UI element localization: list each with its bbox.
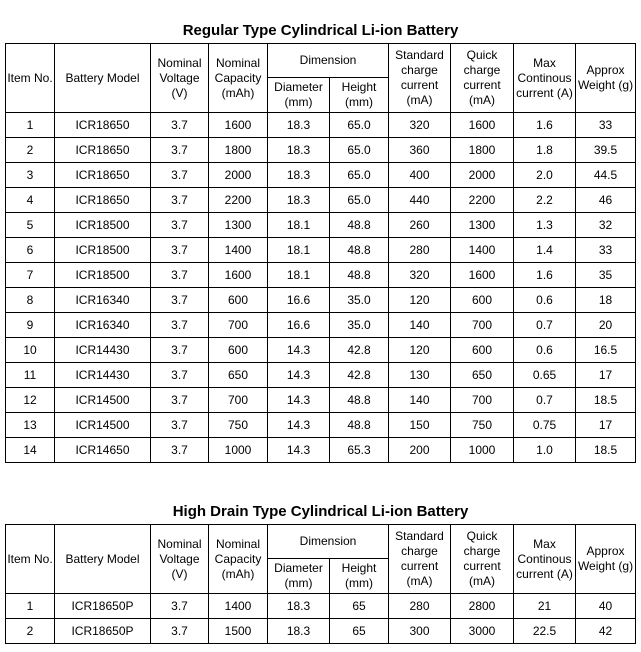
cell-height: 48.8 <box>330 238 389 263</box>
cell-battery-model: ICR16340 <box>55 288 151 313</box>
cell-height: 65.0 <box>330 163 389 188</box>
cell-quick-charge: 750 <box>451 413 514 438</box>
cell-approx-weight: 40 <box>576 594 636 619</box>
cell-height: 65 <box>330 594 389 619</box>
cell-battery-model: ICR18650 <box>55 188 151 213</box>
cell-approx-weight: 46 <box>576 188 636 213</box>
cell-diameter: 18.3 <box>268 619 330 644</box>
cell-diameter: 18.3 <box>268 594 330 619</box>
cell-nominal-voltage: 3.7 <box>151 363 209 388</box>
cell-standard-charge: 320 <box>389 263 451 288</box>
cell-standard-charge: 120 <box>389 288 451 313</box>
cell-battery-model: ICR18500 <box>55 213 151 238</box>
cell-battery-model: ICR18650P <box>55 619 151 644</box>
cell-item-no: 4 <box>6 188 55 213</box>
cell-max-current: 0.6 <box>514 338 576 363</box>
cell-max-current: 0.7 <box>514 313 576 338</box>
cell-nominal-voltage: 3.7 <box>151 338 209 363</box>
cell-diameter: 16.6 <box>268 313 330 338</box>
cell-quick-charge: 1800 <box>451 138 514 163</box>
cell-height: 65.0 <box>330 188 389 213</box>
table-row <box>6 438 636 463</box>
cell-approx-weight: 35 <box>576 263 636 288</box>
cell-diameter: 14.3 <box>268 388 330 413</box>
header-approx-weight: Approx Weight (g) <box>576 525 636 594</box>
cell-approx-weight: 18 <box>576 288 636 313</box>
cell-nominal-capacity: 1300 <box>209 213 268 238</box>
header-max-current: Max Continous current (A) <box>514 525 576 594</box>
cell-nominal-voltage: 3.7 <box>151 188 209 213</box>
cell-max-current: 1.3 <box>514 213 576 238</box>
cell-quick-charge: 600 <box>451 288 514 313</box>
cell-quick-charge: 2000 <box>451 163 514 188</box>
cell-battery-model: ICR18500 <box>55 238 151 263</box>
cell-height: 42.8 <box>330 363 389 388</box>
cell-approx-weight: 33 <box>576 113 636 138</box>
table-row <box>6 288 636 313</box>
cell-standard-charge: 200 <box>389 438 451 463</box>
cell-battery-model: ICR18650P <box>55 594 151 619</box>
cell-diameter: 18.3 <box>268 138 330 163</box>
header-standard-charge: Standard charge current (mA) <box>389 44 451 113</box>
cell-diameter: 18.1 <box>268 263 330 288</box>
cell-nominal-voltage: 3.7 <box>151 438 209 463</box>
cell-nominal-capacity: 700 <box>209 388 268 413</box>
cell-item-no: 13 <box>6 413 55 438</box>
header-nominal-capacity: Nominal Capacity (mAh) <box>209 44 268 113</box>
header-standard-charge: Standard charge current (mA) <box>389 525 451 594</box>
header-item-no: Item No. <box>6 525 55 594</box>
cell-height: 48.8 <box>330 263 389 288</box>
cell-nominal-capacity: 750 <box>209 413 268 438</box>
table-row <box>6 163 636 188</box>
header-max-current: Max Continous current (A) <box>514 44 576 113</box>
cell-battery-model: ICR14650 <box>55 438 151 463</box>
header-nominal-voltage: Nominal Voltage (V) <box>151 525 209 594</box>
header-diameter: Diameter (mm) <box>268 78 330 113</box>
cell-quick-charge: 650 <box>451 363 514 388</box>
header-quick-charge: Quick charge current (mA) <box>451 44 514 113</box>
cell-nominal-voltage: 3.7 <box>151 288 209 313</box>
cell-nominal-capacity: 2000 <box>209 163 268 188</box>
table-row <box>6 338 636 363</box>
cell-nominal-capacity: 600 <box>209 288 268 313</box>
cell-quick-charge: 2800 <box>451 594 514 619</box>
cell-item-no: 14 <box>6 438 55 463</box>
cell-diameter: 18.1 <box>268 213 330 238</box>
regular-battery-table <box>5 43 636 463</box>
table-row <box>6 413 636 438</box>
cell-quick-charge: 1000 <box>451 438 514 463</box>
cell-height: 35.0 <box>330 288 389 313</box>
table-row <box>6 238 636 263</box>
header-approx-weight: Approx Weight (g) <box>576 44 636 113</box>
cell-nominal-capacity: 600 <box>209 338 268 363</box>
cell-height: 65 <box>330 619 389 644</box>
cell-standard-charge: 280 <box>389 594 451 619</box>
cell-approx-weight: 20 <box>576 313 636 338</box>
cell-approx-weight: 39.5 <box>576 138 636 163</box>
cell-battery-model: ICR18650 <box>55 163 151 188</box>
header-nominal-capacity: Nominal Capacity (mAh) <box>209 525 268 594</box>
cell-max-current: 2.0 <box>514 163 576 188</box>
cell-height: 48.8 <box>330 413 389 438</box>
cell-standard-charge: 140 <box>389 313 451 338</box>
cell-approx-weight: 18.5 <box>576 388 636 413</box>
cell-quick-charge: 1300 <box>451 213 514 238</box>
cell-max-current: 2.2 <box>514 188 576 213</box>
table-row <box>6 388 636 413</box>
cell-max-current: 22.5 <box>514 619 576 644</box>
cell-max-current: 0.6 <box>514 288 576 313</box>
table-row <box>6 313 636 338</box>
cell-nominal-voltage: 3.7 <box>151 413 209 438</box>
cell-max-current: 0.7 <box>514 388 576 413</box>
cell-item-no: 7 <box>6 263 55 288</box>
cell-item-no: 1 <box>6 594 55 619</box>
cell-item-no: 5 <box>6 213 55 238</box>
cell-standard-charge: 140 <box>389 388 451 413</box>
cell-item-no: 2 <box>6 138 55 163</box>
cell-battery-model: ICR14430 <box>55 363 151 388</box>
cell-quick-charge: 600 <box>451 338 514 363</box>
cell-standard-charge: 400 <box>389 163 451 188</box>
cell-standard-charge: 360 <box>389 138 451 163</box>
cell-diameter: 14.3 <box>268 338 330 363</box>
table-row <box>6 138 636 163</box>
cell-item-no: 3 <box>6 163 55 188</box>
header-dimension: Dimension <box>268 525 389 559</box>
cell-nominal-voltage: 3.7 <box>151 594 209 619</box>
regular-table-title: Regular Type Cylindrical Li-ion Battery <box>182 22 459 39</box>
table-row <box>6 619 636 644</box>
cell-height: 65.3 <box>330 438 389 463</box>
cell-item-no: 11 <box>6 363 55 388</box>
cell-battery-model: ICR18650 <box>55 113 151 138</box>
cell-height: 48.8 <box>330 388 389 413</box>
cell-approx-weight: 33 <box>576 238 636 263</box>
cell-max-current: 0.75 <box>514 413 576 438</box>
cell-nominal-voltage: 3.7 <box>151 388 209 413</box>
cell-approx-weight: 17 <box>576 363 636 388</box>
regular-table-body <box>6 113 636 463</box>
table-row <box>6 363 636 388</box>
cell-nominal-capacity: 700 <box>209 313 268 338</box>
header-battery-model: Battery Model <box>55 44 151 113</box>
cell-item-no: 9 <box>6 313 55 338</box>
cell-diameter: 14.3 <box>268 438 330 463</box>
cell-nominal-voltage: 3.7 <box>151 138 209 163</box>
cell-standard-charge: 320 <box>389 113 451 138</box>
high-drain-table-title: High Drain Type Cylindrical Li-ion Battery <box>172 503 469 520</box>
cell-quick-charge: 700 <box>451 388 514 413</box>
high-drain-battery-table <box>5 524 636 644</box>
cell-quick-charge: 2200 <box>451 188 514 213</box>
cell-item-no: 8 <box>6 288 55 313</box>
cell-quick-charge: 1400 <box>451 238 514 263</box>
cell-quick-charge: 1600 <box>451 113 514 138</box>
cell-approx-weight: 42 <box>576 619 636 644</box>
header-item-no: Item No. <box>6 44 55 113</box>
cell-approx-weight: 44.5 <box>576 163 636 188</box>
cell-nominal-voltage: 3.7 <box>151 113 209 138</box>
cell-nominal-voltage: 3.7 <box>151 213 209 238</box>
cell-nominal-voltage: 3.7 <box>151 163 209 188</box>
cell-diameter: 16.6 <box>268 288 330 313</box>
header-quick-charge: Quick charge current (mA) <box>451 525 514 594</box>
header-dimension: Dimension <box>268 44 389 78</box>
header-diameter: Diameter (mm) <box>268 559 330 594</box>
table-row <box>6 188 636 213</box>
header-height: Height (mm) <box>330 78 389 113</box>
table-row <box>6 113 636 138</box>
header-battery-model: Battery Model <box>55 525 151 594</box>
cell-max-current: 1.6 <box>514 263 576 288</box>
cell-standard-charge: 150 <box>389 413 451 438</box>
cell-height: 48.8 <box>330 213 389 238</box>
cell-item-no: 2 <box>6 619 55 644</box>
cell-height: 42.8 <box>330 338 389 363</box>
cell-height: 35.0 <box>330 313 389 338</box>
cell-battery-model: ICR16340 <box>55 313 151 338</box>
cell-battery-model: ICR14500 <box>55 413 151 438</box>
cell-diameter: 18.3 <box>268 163 330 188</box>
cell-standard-charge: 300 <box>389 619 451 644</box>
cell-nominal-capacity: 1800 <box>209 138 268 163</box>
cell-nominal-voltage: 3.7 <box>151 619 209 644</box>
cell-height: 65.0 <box>330 138 389 163</box>
cell-battery-model: ICR14500 <box>55 388 151 413</box>
cell-max-current: 21 <box>514 594 576 619</box>
cell-nominal-capacity: 1400 <box>209 238 268 263</box>
cell-nominal-capacity: 2200 <box>209 188 268 213</box>
cell-height: 65.0 <box>330 113 389 138</box>
cell-nominal-voltage: 3.7 <box>151 238 209 263</box>
cell-nominal-capacity: 1600 <box>209 263 268 288</box>
cell-standard-charge: 260 <box>389 213 451 238</box>
cell-nominal-capacity: 1400 <box>209 594 268 619</box>
cell-quick-charge: 700 <box>451 313 514 338</box>
cell-diameter: 18.3 <box>268 188 330 213</box>
cell-standard-charge: 120 <box>389 338 451 363</box>
cell-nominal-capacity: 1000 <box>209 438 268 463</box>
cell-max-current: 1.4 <box>514 238 576 263</box>
cell-nominal-capacity: 1600 <box>209 113 268 138</box>
cell-nominal-voltage: 3.7 <box>151 313 209 338</box>
high-drain-table-body <box>6 594 636 644</box>
cell-approx-weight: 18.5 <box>576 438 636 463</box>
header-nominal-voltage: Nominal Voltage (V) <box>151 44 209 113</box>
cell-max-current: 1.6 <box>514 113 576 138</box>
cell-diameter: 14.3 <box>268 363 330 388</box>
cell-max-current: 1.0 <box>514 438 576 463</box>
cell-quick-charge: 1600 <box>451 263 514 288</box>
cell-diameter: 18.3 <box>268 113 330 138</box>
cell-standard-charge: 440 <box>389 188 451 213</box>
cell-max-current: 1.8 <box>514 138 576 163</box>
table-row <box>6 213 636 238</box>
cell-diameter: 18.1 <box>268 238 330 263</box>
cell-approx-weight: 16.5 <box>576 338 636 363</box>
cell-quick-charge: 3000 <box>451 619 514 644</box>
cell-nominal-capacity: 1500 <box>209 619 268 644</box>
cell-item-no: 12 <box>6 388 55 413</box>
cell-battery-model: ICR14430 <box>55 338 151 363</box>
cell-max-current: 0.65 <box>514 363 576 388</box>
cell-item-no: 10 <box>6 338 55 363</box>
cell-nominal-voltage: 3.7 <box>151 263 209 288</box>
table-row <box>6 263 636 288</box>
cell-approx-weight: 32 <box>576 213 636 238</box>
cell-nominal-capacity: 650 <box>209 363 268 388</box>
cell-standard-charge: 130 <box>389 363 451 388</box>
cell-standard-charge: 280 <box>389 238 451 263</box>
table-row <box>6 594 636 619</box>
cell-battery-model: ICR18650 <box>55 138 151 163</box>
cell-battery-model: ICR18500 <box>55 263 151 288</box>
header-height: Height (mm) <box>330 559 389 594</box>
cell-item-no: 1 <box>6 113 55 138</box>
cell-item-no: 6 <box>6 238 55 263</box>
cell-approx-weight: 17 <box>576 413 636 438</box>
cell-diameter: 14.3 <box>268 413 330 438</box>
